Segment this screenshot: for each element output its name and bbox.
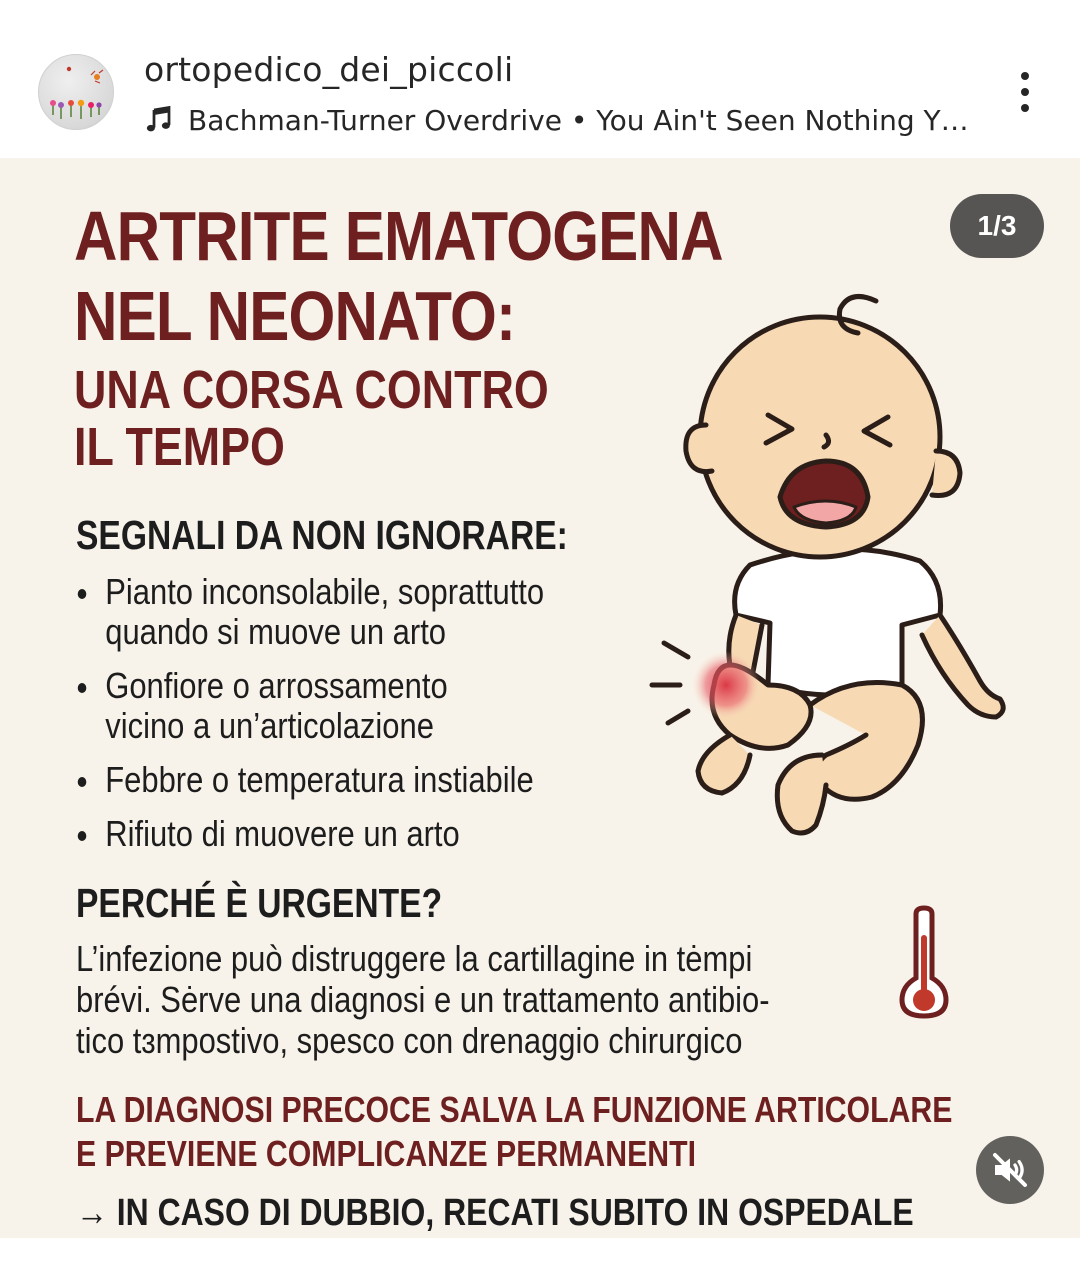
list-item: Rifiuto di muovere un arto bbox=[76, 814, 544, 854]
profile-avatar[interactable] bbox=[38, 54, 114, 130]
subtitle bbox=[74, 362, 549, 476]
urgent-heading: PERCHÉ È URGENTE? bbox=[76, 880, 443, 926]
final-advice: → IN CASO DI DUBBIO, RECATI SUBITO IN OSPEDALE bbox=[76, 1192, 914, 1234]
music-note-icon bbox=[144, 105, 174, 135]
audio-track[interactable] bbox=[144, 100, 969, 140]
avatar-image bbox=[39, 55, 114, 130]
signals-list bbox=[76, 572, 620, 854]
username[interactable]: ortopedico_dei_piccoli bbox=[144, 50, 514, 89]
list-item: Gonfiore o arrossamento vicino a un’articolazione bbox=[76, 666, 544, 746]
list-item: Pianto inconsolabile, soprattutto quando si muove un arto bbox=[76, 572, 544, 652]
list-item: Febbre o temperatura instiabile bbox=[76, 760, 544, 800]
callout-text: LA DIAGNOSI PRECOCE SALVA LA FUNZIONE ARTICOLARE E PREVIENE COMPLICANZE PERMANENTI bbox=[76, 1089, 953, 1174]
mute-button[interactable] bbox=[976, 1136, 1044, 1204]
post-header bbox=[0, 0, 1080, 158]
crying-baby-illustration bbox=[640, 285, 1020, 845]
carousel-counter: 1/3 bbox=[950, 194, 1044, 258]
bottom-strip bbox=[0, 1238, 1080, 1266]
more-vertical-icon bbox=[1021, 72, 1029, 80]
subtitle-line-1: UNA CORSA CONTRO bbox=[74, 360, 549, 420]
subtitle-line-2: IL TEMPO bbox=[74, 417, 285, 477]
song-title: Bachman-Turner Overdrive • You Ain't Seen Nothing Y… bbox=[188, 103, 969, 137]
title-line-1: ARTRITE EMATOGENA bbox=[74, 197, 723, 275]
thermometer-icon bbox=[896, 904, 952, 1020]
more-options-button[interactable] bbox=[1006, 68, 1044, 116]
signals-heading: SEGNALI DA NON IGNORARE: bbox=[76, 512, 568, 558]
title-line-2: NEL NEONATO: bbox=[74, 277, 516, 355]
speaker-muted-icon bbox=[990, 1150, 1030, 1190]
urgent-paragraph: L’infezione può distruggere la cartillagine in tėmpi brévi. Sėrve una diagnosi e un trattamento antibio- tico tɜmpostivo, spesco con drenaggio chirurgico bbox=[76, 938, 770, 1061]
